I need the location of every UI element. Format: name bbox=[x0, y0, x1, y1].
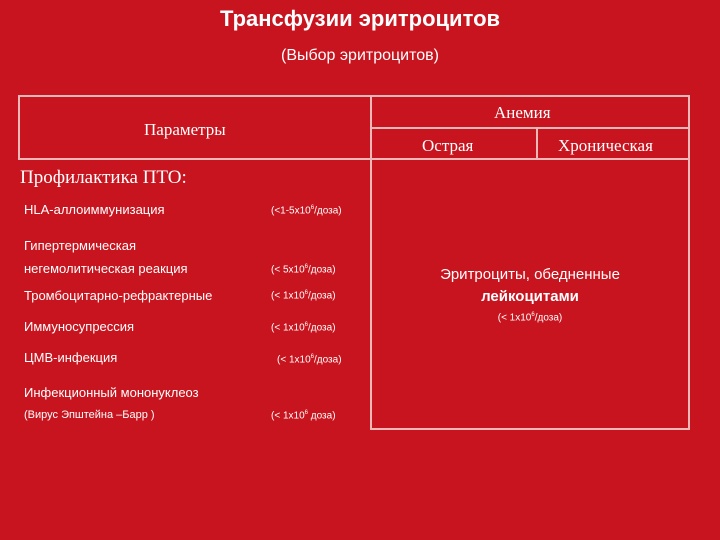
header-acute: Острая bbox=[422, 136, 474, 155]
table-border-top bbox=[18, 95, 690, 97]
result-line-2: лейкоцитами bbox=[481, 288, 579, 305]
result-value: (< $1х10^6/доза$) bbox=[497, 312, 563, 324]
header-parameters: Параметры bbox=[144, 120, 226, 139]
row-label-cmv: ЦМВ-инфекция bbox=[24, 350, 118, 365]
table-border-left bbox=[18, 95, 20, 160]
row-value-hla: $(<1-5х10^6/доза)$ bbox=[271, 205, 342, 217]
row-value-fever: (< $5х10^6/доза$) bbox=[271, 264, 336, 276]
table-border-bottom bbox=[370, 428, 690, 430]
row-label-hla: HLA-аллоиммунизация bbox=[24, 202, 165, 217]
section-label: Профилактика ПТО: bbox=[20, 167, 187, 188]
row-value-platelet: (< $1х10^6/доза$) bbox=[271, 290, 336, 302]
acute-chronic-divider bbox=[536, 127, 538, 160]
row-value-ebv: (< $1х10^6$ доза) bbox=[271, 410, 336, 422]
result-line-1: Эритроциты, обедненные bbox=[440, 266, 620, 283]
table-border-right bbox=[688, 95, 690, 430]
row-label-ebv-2: (Вирус Эпштейна –Барр ) bbox=[24, 409, 155, 421]
header-divider-vertical bbox=[370, 95, 372, 430]
row-value-immuno: (< $1х10^6/доза$) bbox=[271, 322, 336, 334]
header-chronic: Хроническая bbox=[558, 136, 653, 155]
header-bottom-line bbox=[18, 158, 690, 160]
anemia-subheader-line bbox=[370, 127, 690, 129]
row-label-fever-1: Гипертермическая bbox=[24, 238, 136, 253]
header-anemia: Анемия bbox=[494, 103, 551, 122]
row-label-ebv-1: Инфекционный мононуклеоз bbox=[24, 385, 199, 400]
row-label-fever-2: негемолитическая реакция bbox=[24, 261, 188, 276]
row-label-immuno: Иммуносупрессия bbox=[24, 319, 135, 334]
page-subtitle: (Выбор эритроцитов) bbox=[280, 47, 439, 64]
row-label-platelet: Тромбоцитарно-рефрактерные bbox=[24, 288, 213, 303]
row-value-cmv: (< $1х10^6/доза$) bbox=[277, 354, 342, 366]
page-title: Трансфузии эритроцитов bbox=[219, 6, 501, 31]
